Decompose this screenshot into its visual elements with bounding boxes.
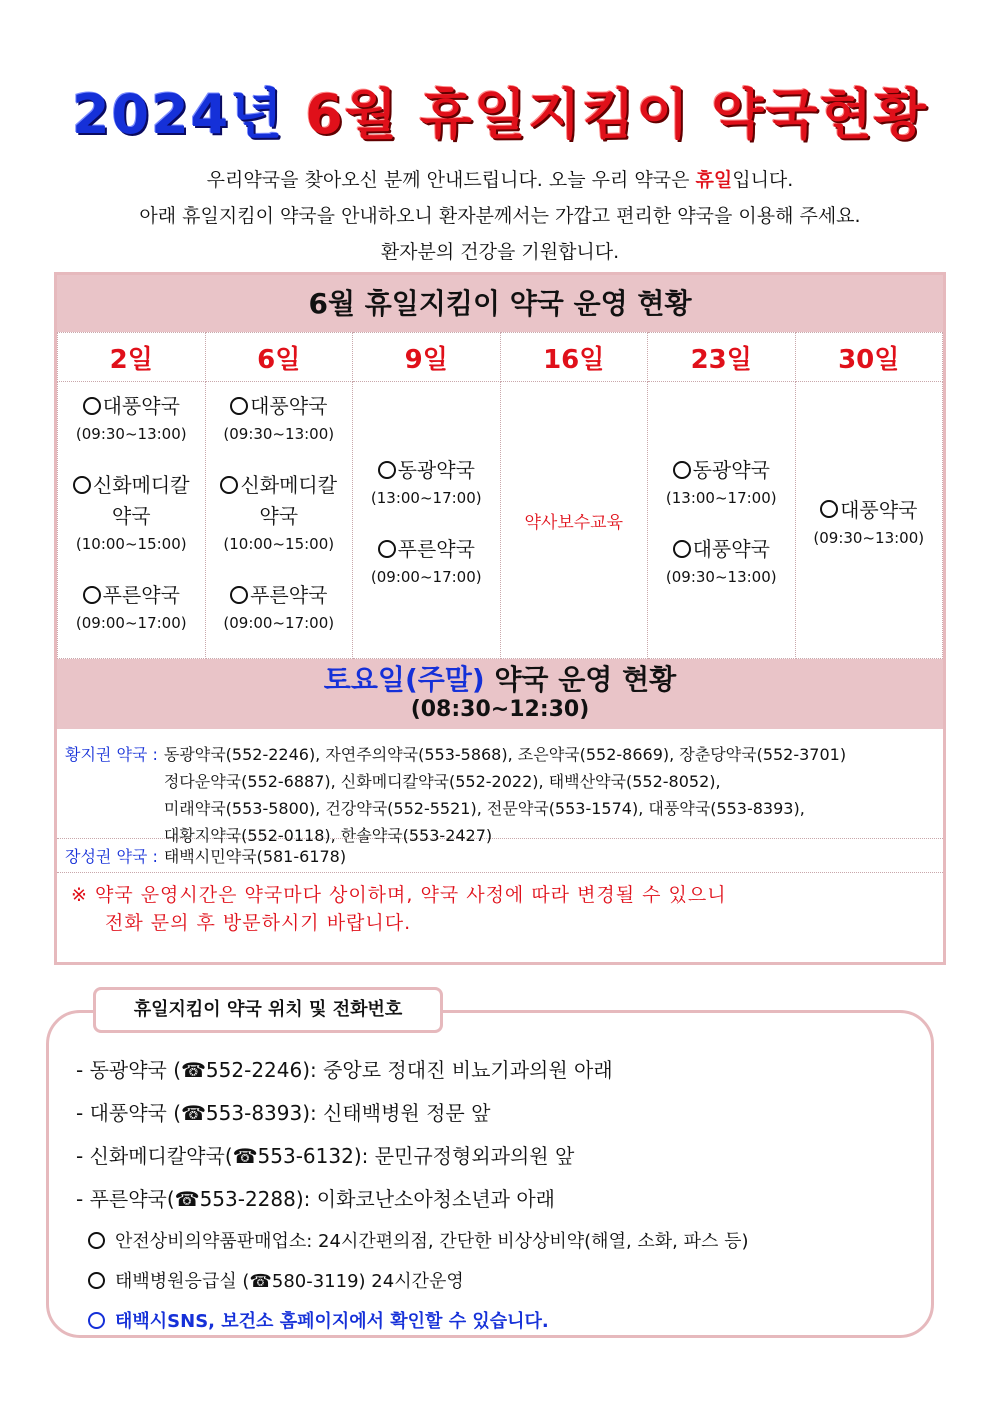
day-cell-30 bbox=[795, 382, 943, 659]
pharmacy-name: 푸른약국 bbox=[102, 583, 180, 607]
pharmacy-hours: (13:00~17:00) bbox=[370, 489, 482, 507]
weekend-heading-rest: 약국 운영 현황 bbox=[484, 663, 677, 696]
circle-icon bbox=[73, 476, 91, 494]
intro-line2: 아래 휴일지킴이 약국을 안내하오니 환자분께서는 가깝고 편리한 약국을 이용해 주세요. bbox=[139, 205, 861, 227]
pharmacy-hours: (09:00~17:00) bbox=[223, 614, 335, 632]
pharmacy-hours: (09:00~17:00) bbox=[75, 614, 187, 632]
title-year: 2024년 bbox=[71, 83, 285, 146]
schedule-box bbox=[54, 272, 946, 965]
location-sub bbox=[76, 1267, 916, 1307]
location-sub-info bbox=[76, 1307, 916, 1347]
pharmacy-name-cont: 약국 bbox=[111, 504, 151, 528]
weekend-hours: (08:30~12:30) bbox=[410, 697, 590, 722]
circle-icon bbox=[88, 1312, 105, 1329]
day-cell-2 bbox=[58, 382, 206, 659]
circle-icon bbox=[88, 1272, 105, 1289]
day-header: 6일 bbox=[205, 333, 353, 382]
pharmacy-name: 동광약국 bbox=[692, 458, 770, 482]
day-header: 16일 bbox=[500, 333, 648, 382]
title-text: 휴일지킴이 약국현황 bbox=[419, 83, 929, 146]
location-item: - 대풍약국 (☎553-8393): 신태백병원 정문 앞 bbox=[76, 1101, 491, 1125]
pharmacy-name: 대풍약국 bbox=[692, 537, 770, 561]
pharmacy-name: 푸른약국 bbox=[250, 583, 328, 607]
circle-icon bbox=[83, 397, 101, 415]
day-cell-9 bbox=[353, 382, 501, 659]
pharmacy-name: 대풍약국 bbox=[102, 394, 180, 418]
weekend-heading-blue: 토요일(주말) bbox=[323, 663, 485, 696]
location-item: - 신화메디칼약국(☎553-6132): 문민규정형외과의원 앞 bbox=[76, 1144, 575, 1168]
location-title: 휴일지킴이 약국 위치 및 전화번호 bbox=[93, 987, 443, 1033]
pharmacy-hours: (09:30~13:00) bbox=[665, 568, 777, 586]
day-header: 23일 bbox=[648, 333, 796, 382]
notice-line2: 전화 문의 후 방문하시기 바랍니다. bbox=[105, 912, 412, 934]
circle-icon bbox=[673, 461, 691, 479]
pharmacy-name: 동광약국 bbox=[397, 458, 475, 482]
region-jangseong bbox=[57, 839, 943, 873]
pharmacy-name: 신화메디칼 bbox=[240, 473, 338, 497]
region-line: 대황지약국(552-0118), 한솔약국(553-2427) bbox=[163, 826, 493, 845]
pharmacy-name-cont: 약국 bbox=[259, 504, 299, 528]
day-header: 30일 bbox=[795, 333, 943, 382]
region-line: 정다운약국(552-6887), 신화메디칼약국(552-2022), 태백산약국(552-8052), bbox=[163, 772, 721, 791]
location-list bbox=[76, 1055, 916, 1347]
sub-text: 태백병원응급실 (☎580-3119) 24시간운영 bbox=[115, 1271, 464, 1292]
day-header: 2일 bbox=[58, 333, 206, 382]
sub-text: 안전상비의약품판매업소: 24시간편의점, 간단한 비상상비약(해열, 소화, 파스 등) bbox=[115, 1231, 749, 1252]
day-cell-6 bbox=[205, 382, 353, 659]
region-line: 동광약국(552-2246), 자연주의약국(553-5868), 조은약국(552-8669), 장춘당약국(552-3701) bbox=[163, 745, 847, 764]
notice bbox=[57, 873, 943, 937]
day-cell-16 bbox=[500, 382, 648, 659]
location-item: - 푸른약국(☎553-2288): 이화코난소아청소년과 아래 bbox=[76, 1187, 555, 1211]
pharmacy-hours: (13:00~17:00) bbox=[665, 489, 777, 507]
pharmacy-hours: (09:00~17:00) bbox=[370, 568, 482, 586]
schedule-table bbox=[57, 332, 943, 659]
region-list: 태백시민약국(581-6178) bbox=[163, 847, 347, 866]
circle-icon bbox=[673, 540, 691, 558]
intro-line1-end: 입니다. bbox=[732, 169, 794, 191]
weekend-heading bbox=[57, 659, 943, 729]
day-cell-23 bbox=[648, 382, 796, 659]
intro-text bbox=[0, 162, 1000, 270]
notice-line1: ※ 약국 운영시간은 약국마다 상이하며, 약국 사정에 따라 변경될 수 있으니 bbox=[71, 884, 727, 906]
region-hwangji bbox=[57, 729, 943, 845]
location-item: - 동광약국 (☎552-2246): 중앙로 정대진 비뇨기과의원 아래 bbox=[76, 1058, 613, 1082]
day-header: 9일 bbox=[353, 333, 501, 382]
region-label: 황지권 약국 : bbox=[65, 745, 158, 764]
pharmacy-name: 신화메디칼 bbox=[92, 473, 190, 497]
circle-icon bbox=[820, 500, 838, 518]
pharmacy-name: 대풍약국 bbox=[250, 394, 328, 418]
intro-line3: 환자분의 건강을 기원합니다. bbox=[380, 241, 620, 263]
pharmacy-hours: (09:30~13:00) bbox=[813, 528, 925, 547]
education-note: 약사보수교육 bbox=[524, 512, 624, 533]
title-month: 6월 bbox=[305, 83, 399, 146]
circle-icon bbox=[88, 1232, 105, 1249]
circle-icon bbox=[220, 476, 238, 494]
sub-text: 태백시SNS, 보건소 홈페이지에서 확인할 수 있습니다. bbox=[115, 1311, 549, 1332]
pharmacy-hours: (09:30~13:00) bbox=[75, 425, 187, 443]
pharmacy-name: 대풍약국 bbox=[840, 497, 918, 522]
region-label: 장성권 약국 : bbox=[65, 847, 158, 866]
page-title bbox=[0, 72, 1000, 149]
intro-highlight: 휴일 bbox=[695, 169, 733, 191]
pharmacy-hours: (09:30~13:00) bbox=[223, 425, 335, 443]
pharmacy-hours: (10:00~15:00) bbox=[75, 535, 187, 553]
schedule-heading: 6월 휴일지킴이 약국 운영 현황 bbox=[57, 275, 943, 332]
region-list bbox=[163, 741, 935, 845]
circle-icon bbox=[378, 461, 396, 479]
pharmacy-hours: (10:00~15:00) bbox=[223, 535, 335, 553]
pharmacy-name: 푸른약국 bbox=[397, 537, 475, 561]
location-sub bbox=[76, 1227, 916, 1267]
region-line: 미래약국(553-5800), 건강약국(552-5521), 전문약국(553-1574), 대풍약국(553-8393), bbox=[163, 799, 805, 818]
circle-icon bbox=[230, 397, 248, 415]
circle-icon bbox=[83, 586, 101, 604]
circle-icon bbox=[230, 586, 248, 604]
intro-line1: 우리약국을 찾아오신 분께 안내드립니다. 오늘 우리 약국은 bbox=[206, 169, 696, 191]
circle-icon bbox=[378, 540, 396, 558]
